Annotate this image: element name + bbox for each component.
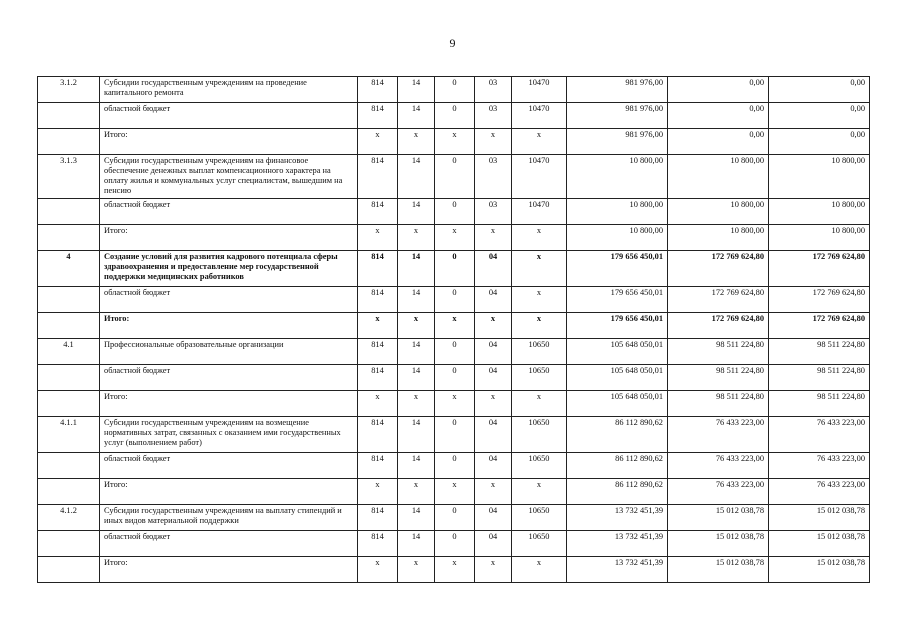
code-program: 04 (475, 339, 512, 365)
code-section: 14 (398, 103, 435, 129)
row-index (38, 557, 100, 583)
code-ministry: x (358, 479, 398, 505)
code-ministry: x (358, 557, 398, 583)
row-index (38, 453, 100, 479)
code-article: x (512, 287, 567, 313)
row-description: Субсидии государственным учреждениям на финансовое обеспечение денежных выплат компенсационного характера на оплату жилья и коммунальных услуг специалистам, вышедшим на пенсию (100, 155, 358, 199)
code-section: 14 (398, 155, 435, 199)
code-ministry: 814 (358, 155, 398, 199)
code-ministry: 814 (358, 531, 398, 557)
amount-year-1: 86 112 890,62 (567, 417, 668, 453)
row-index (38, 199, 100, 225)
amount-year-2: 172 769 624,80 (668, 251, 769, 287)
row-description: Итого: (100, 479, 358, 505)
code-subsection: 0 (435, 531, 475, 557)
code-program: x (475, 557, 512, 583)
code-section: x (398, 557, 435, 583)
amount-year-2: 76 433 223,00 (668, 479, 769, 505)
code-subsection: 0 (435, 287, 475, 313)
row-description: Создание условий для развития кадрового потенциала сферы здравоохранения и предоставление мер государственной поддержки медицинских работников (100, 251, 358, 287)
table-row (38, 313, 870, 339)
row-description: Субсидии государственным учреждениям на выплату стипендий и иных видов материальной поддержки (100, 505, 358, 531)
row-description: областной бюджет (100, 103, 358, 129)
row-index: 4.1.2 (38, 505, 100, 531)
code-article: 10650 (512, 453, 567, 479)
amount-year-2: 172 769 624,80 (668, 287, 769, 313)
amount-year-2: 15 012 038,78 (668, 505, 769, 531)
code-subsection: 0 (435, 365, 475, 391)
amount-year-3: 10 800,00 (769, 155, 870, 199)
table-row (38, 225, 870, 251)
table-row (38, 129, 870, 155)
code-section: x (398, 313, 435, 339)
row-description: Итого: (100, 557, 358, 583)
amount-year-1: 179 656 450,01 (567, 313, 668, 339)
code-article: 10470 (512, 77, 567, 103)
code-article: 10470 (512, 155, 567, 199)
code-ministry: x (358, 391, 398, 417)
amount-year-1: 981 976,00 (567, 103, 668, 129)
amount-year-2: 15 012 038,78 (668, 531, 769, 557)
amount-year-2: 172 769 624,80 (668, 313, 769, 339)
code-article: x (512, 225, 567, 251)
amount-year-3: 76 433 223,00 (769, 453, 870, 479)
code-subsection: x (435, 129, 475, 155)
code-article: x (512, 557, 567, 583)
row-description: областной бюджет (100, 453, 358, 479)
amount-year-1: 179 656 450,01 (567, 287, 668, 313)
row-description: Итого: (100, 391, 358, 417)
row-index (38, 287, 100, 313)
code-ministry: 814 (358, 365, 398, 391)
code-section: 14 (398, 505, 435, 531)
code-program: 03 (475, 155, 512, 199)
code-subsection: x (435, 479, 475, 505)
table-row (38, 339, 870, 365)
row-index (38, 313, 100, 339)
table-row (38, 103, 870, 129)
row-index: 4 (38, 251, 100, 287)
code-section: 14 (398, 453, 435, 479)
code-section: 14 (398, 251, 435, 287)
page-number: 9 (449, 36, 456, 50)
code-article: x (512, 479, 567, 505)
code-program: 04 (475, 251, 512, 287)
code-ministry: 814 (358, 505, 398, 531)
code-article: 10470 (512, 199, 567, 225)
code-subsection: 0 (435, 453, 475, 479)
code-program: 04 (475, 417, 512, 453)
amount-year-2: 0,00 (668, 103, 769, 129)
amount-year-1: 10 800,00 (567, 225, 668, 251)
code-ministry: x (358, 129, 398, 155)
amount-year-3: 10 800,00 (769, 225, 870, 251)
amount-year-1: 13 732 451,39 (567, 505, 668, 531)
row-index (38, 531, 100, 557)
amount-year-1: 105 648 050,01 (567, 365, 668, 391)
code-subsection: 0 (435, 339, 475, 365)
amount-year-1: 179 656 450,01 (567, 251, 668, 287)
table-row (38, 155, 870, 199)
row-index (38, 365, 100, 391)
amount-year-1: 86 112 890,62 (567, 479, 668, 505)
row-index (38, 129, 100, 155)
amount-year-2: 76 433 223,00 (668, 417, 769, 453)
code-subsection: 0 (435, 103, 475, 129)
amount-year-1: 86 112 890,62 (567, 453, 668, 479)
row-index (38, 225, 100, 251)
code-article: x (512, 251, 567, 287)
code-section: 14 (398, 287, 435, 313)
amount-year-2: 0,00 (668, 129, 769, 155)
row-description: Субсидии государственным учреждениям на возмещение нормативных затрат, связанных с оказанием ими государственных услуг (выполнением работ) (100, 417, 358, 453)
code-subsection: 0 (435, 155, 475, 199)
amount-year-2: 10 800,00 (668, 225, 769, 251)
amount-year-3: 0,00 (769, 103, 870, 129)
code-section: 14 (398, 417, 435, 453)
code-section: x (398, 129, 435, 155)
row-description: областной бюджет (100, 287, 358, 313)
table-row (38, 531, 870, 557)
code-subsection: 0 (435, 505, 475, 531)
table-row (38, 287, 870, 313)
code-subsection: 0 (435, 77, 475, 103)
code-program: 03 (475, 199, 512, 225)
code-section: 14 (398, 77, 435, 103)
code-article: x (512, 391, 567, 417)
code-program: 03 (475, 77, 512, 103)
code-program: 04 (475, 287, 512, 313)
code-subsection: x (435, 313, 475, 339)
code-program: x (475, 391, 512, 417)
code-section: x (398, 391, 435, 417)
amount-year-1: 13 732 451,39 (567, 531, 668, 557)
amount-year-2: 76 433 223,00 (668, 453, 769, 479)
amount-year-3: 172 769 624,80 (769, 313, 870, 339)
amount-year-1: 981 976,00 (567, 129, 668, 155)
row-index (38, 391, 100, 417)
table-row (38, 77, 870, 103)
code-ministry: 814 (358, 199, 398, 225)
amount-year-1: 13 732 451,39 (567, 557, 668, 583)
amount-year-3: 10 800,00 (769, 199, 870, 225)
code-subsection: x (435, 225, 475, 251)
code-ministry: 814 (358, 339, 398, 365)
code-ministry: 814 (358, 417, 398, 453)
table-row (38, 199, 870, 225)
code-section: x (398, 225, 435, 251)
amount-year-2: 98 511 224,80 (668, 391, 769, 417)
code-section: 14 (398, 365, 435, 391)
code-program: 04 (475, 505, 512, 531)
code-program: 04 (475, 365, 512, 391)
amount-year-3: 76 433 223,00 (769, 417, 870, 453)
amount-year-3: 15 012 038,78 (769, 505, 870, 531)
row-description: областной бюджет (100, 199, 358, 225)
code-article: x (512, 129, 567, 155)
row-index: 3.1.2 (38, 77, 100, 103)
budget-table (37, 76, 870, 583)
row-index (38, 103, 100, 129)
amount-year-2: 98 511 224,80 (668, 339, 769, 365)
row-description: Итого: (100, 129, 358, 155)
code-subsection: 0 (435, 199, 475, 225)
amount-year-3: 0,00 (769, 129, 870, 155)
row-description: Итого: (100, 225, 358, 251)
amount-year-1: 10 800,00 (567, 155, 668, 199)
amount-year-2: 0,00 (668, 77, 769, 103)
code-program: 03 (475, 103, 512, 129)
code-ministry: 814 (358, 77, 398, 103)
code-program: 04 (475, 531, 512, 557)
table-row (38, 391, 870, 417)
amount-year-2: 15 012 038,78 (668, 557, 769, 583)
row-description: областной бюджет (100, 365, 358, 391)
code-program: x (475, 313, 512, 339)
code-article: 10650 (512, 365, 567, 391)
code-subsection: 0 (435, 251, 475, 287)
code-program: x (475, 479, 512, 505)
row-description: Субсидии государственным учреждениям на проведение капитального ремонта (100, 77, 358, 103)
amount-year-3: 98 511 224,80 (769, 339, 870, 365)
row-index: 3.1.3 (38, 155, 100, 199)
code-ministry: x (358, 313, 398, 339)
code-subsection: 0 (435, 417, 475, 453)
code-article: 10650 (512, 531, 567, 557)
code-program: x (475, 225, 512, 251)
amount-year-1: 10 800,00 (567, 199, 668, 225)
code-ministry: 814 (358, 251, 398, 287)
code-section: 14 (398, 199, 435, 225)
amount-year-2: 10 800,00 (668, 199, 769, 225)
table-row (38, 251, 870, 287)
amount-year-1: 981 976,00 (567, 77, 668, 103)
amount-year-2: 10 800,00 (668, 155, 769, 199)
code-section: x (398, 479, 435, 505)
row-index: 4.1.1 (38, 417, 100, 453)
amount-year-3: 172 769 624,80 (769, 251, 870, 287)
amount-year-1: 105 648 050,01 (567, 339, 668, 365)
table-row (38, 453, 870, 479)
amount-year-3: 172 769 624,80 (769, 287, 870, 313)
code-ministry: x (358, 225, 398, 251)
amount-year-3: 98 511 224,80 (769, 391, 870, 417)
code-ministry: 814 (358, 453, 398, 479)
amount-year-3: 15 012 038,78 (769, 557, 870, 583)
table-row (38, 417, 870, 453)
amount-year-3: 0,00 (769, 77, 870, 103)
code-ministry: 814 (358, 103, 398, 129)
code-article: 10650 (512, 417, 567, 453)
table-row (38, 505, 870, 531)
table-row (38, 479, 870, 505)
amount-year-1: 105 648 050,01 (567, 391, 668, 417)
row-description: Итого: (100, 313, 358, 339)
amount-year-3: 98 511 224,80 (769, 365, 870, 391)
row-description: областной бюджет (100, 531, 358, 557)
code-ministry: 814 (358, 287, 398, 313)
code-program: 04 (475, 453, 512, 479)
amount-year-2: 98 511 224,80 (668, 365, 769, 391)
code-subsection: x (435, 557, 475, 583)
code-subsection: x (435, 391, 475, 417)
table-row (38, 365, 870, 391)
code-article: 10650 (512, 505, 567, 531)
code-section: 14 (398, 339, 435, 365)
row-index (38, 479, 100, 505)
code-section: 14 (398, 531, 435, 557)
amount-year-3: 15 012 038,78 (769, 531, 870, 557)
code-article: 10650 (512, 339, 567, 365)
row-description: Профессиональные образовательные организации (100, 339, 358, 365)
table-row (38, 557, 870, 583)
amount-year-3: 76 433 223,00 (769, 479, 870, 505)
code-article: x (512, 313, 567, 339)
row-index: 4.1 (38, 339, 100, 365)
code-article: 10470 (512, 103, 567, 129)
code-program: x (475, 129, 512, 155)
